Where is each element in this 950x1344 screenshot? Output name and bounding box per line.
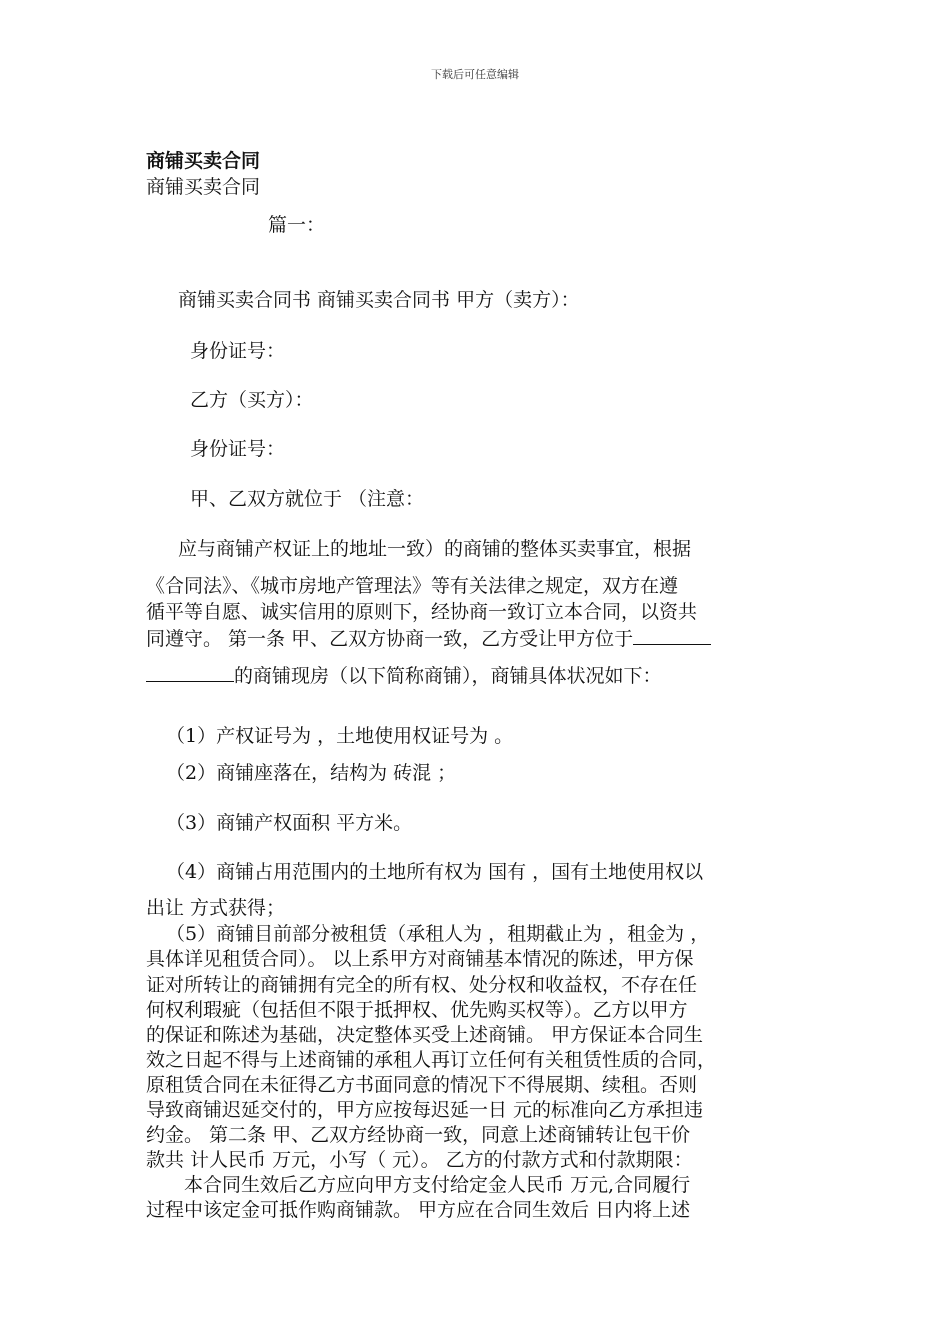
paragraph-line: 约金。 第二条 甲、乙双方经协商一致，同意上述商铺转让包干价 — [146, 1124, 691, 1146]
blank-field — [146, 664, 234, 682]
paragraph-line: 的保证和陈述为基础，决定整体买受上述商铺。 甲方保证本合同生 — [146, 1024, 704, 1046]
paragraph-line: 循平等自愿、诚实信用的原则下，经协商一致订立本合同，以资共 — [146, 601, 698, 623]
paragraph-line: 本合同生效后乙方应向甲方支付给定金人民币 万元,合同履行 — [184, 1174, 691, 1196]
paragraph-line: 的商铺现房（以下简称商铺），商铺具体状况如下： — [146, 664, 662, 687]
list-item: （2）商铺座落在，结构为 砖混 ； — [166, 762, 457, 784]
paragraph-line: 原租赁合同在未征得乙方书面同意的情况下不得展期、续租。否则 — [146, 1074, 698, 1096]
paragraph-line: 过程中该定金可抵作购商铺款。 甲方应在合同生效后 日内将上述 — [146, 1199, 691, 1221]
paragraph-line: 款共 计人民币 万元，小写（ 元）。 乙方的付款方式和付款期限： — [146, 1149, 693, 1171]
paragraph-line: 具体详见租赁合同）。 以上系甲方对商铺基本情况的陈述，甲方保 — [146, 948, 694, 970]
paragraph-line: 身份证号： — [190, 438, 286, 460]
paragraph-line: 应与商铺产权证上的地址一致）的商铺的整体买卖事宜，根据 — [178, 538, 692, 560]
list-item: （4）商铺占用范围内的土地所有权为 国有 ，国有土地使用权以 — [166, 861, 704, 883]
paragraph-line: 出让 方式获得； — [146, 897, 286, 919]
header-note: 下载后可任意编辑 — [431, 68, 519, 81]
paragraph-line: 乙方（买方）： — [190, 389, 314, 411]
paragraph-line: 何权利瑕疵（包括但不限于抵押权、优先购买权等）。乙方以甲方 — [146, 999, 688, 1021]
document-title: 商铺买卖合同 — [146, 150, 261, 172]
paragraph-line: 效之日起不得与上述商铺的承租人再订立任何有关租赁性质的合同， — [146, 1049, 717, 1071]
paragraph-line: 《合同法》、《城市房地产管理法》等有关法律之规定，双方在遵 — [146, 575, 679, 597]
paragraph-line: 身份证号： — [190, 340, 286, 362]
list-item: （3）商铺产权面积 平方米。 — [166, 812, 413, 834]
paragraph-line: 证对所转让的商铺拥有完全的所有权、处分权和收益权，不存在任 — [146, 974, 698, 996]
document-subtitle: 商铺买卖合同 — [146, 176, 261, 198]
blank-field — [633, 627, 711, 645]
paragraph-line: 甲、乙双方就位于 （注意： — [190, 488, 425, 510]
paragraph-line: 同遵守。 第一条 甲、乙双方协商一致，乙方受让甲方位于 — [146, 627, 711, 650]
chapter-heading: 篇一： — [268, 214, 326, 236]
list-item: （1）产权证号为 ，土地使用权证号为 。 — [166, 725, 514, 747]
paragraph-line: 导致商铺迟延交付的，甲方应按每迟延一日 元的标准向乙方承担违 — [146, 1099, 704, 1121]
paragraph-line: 商铺买卖合同书 商铺买卖合同书 甲方（卖方）： — [178, 289, 580, 311]
list-item: （5）商铺目前部分被租赁（承租人为 ，租期截止为 ，租金为 ， — [166, 923, 710, 945]
